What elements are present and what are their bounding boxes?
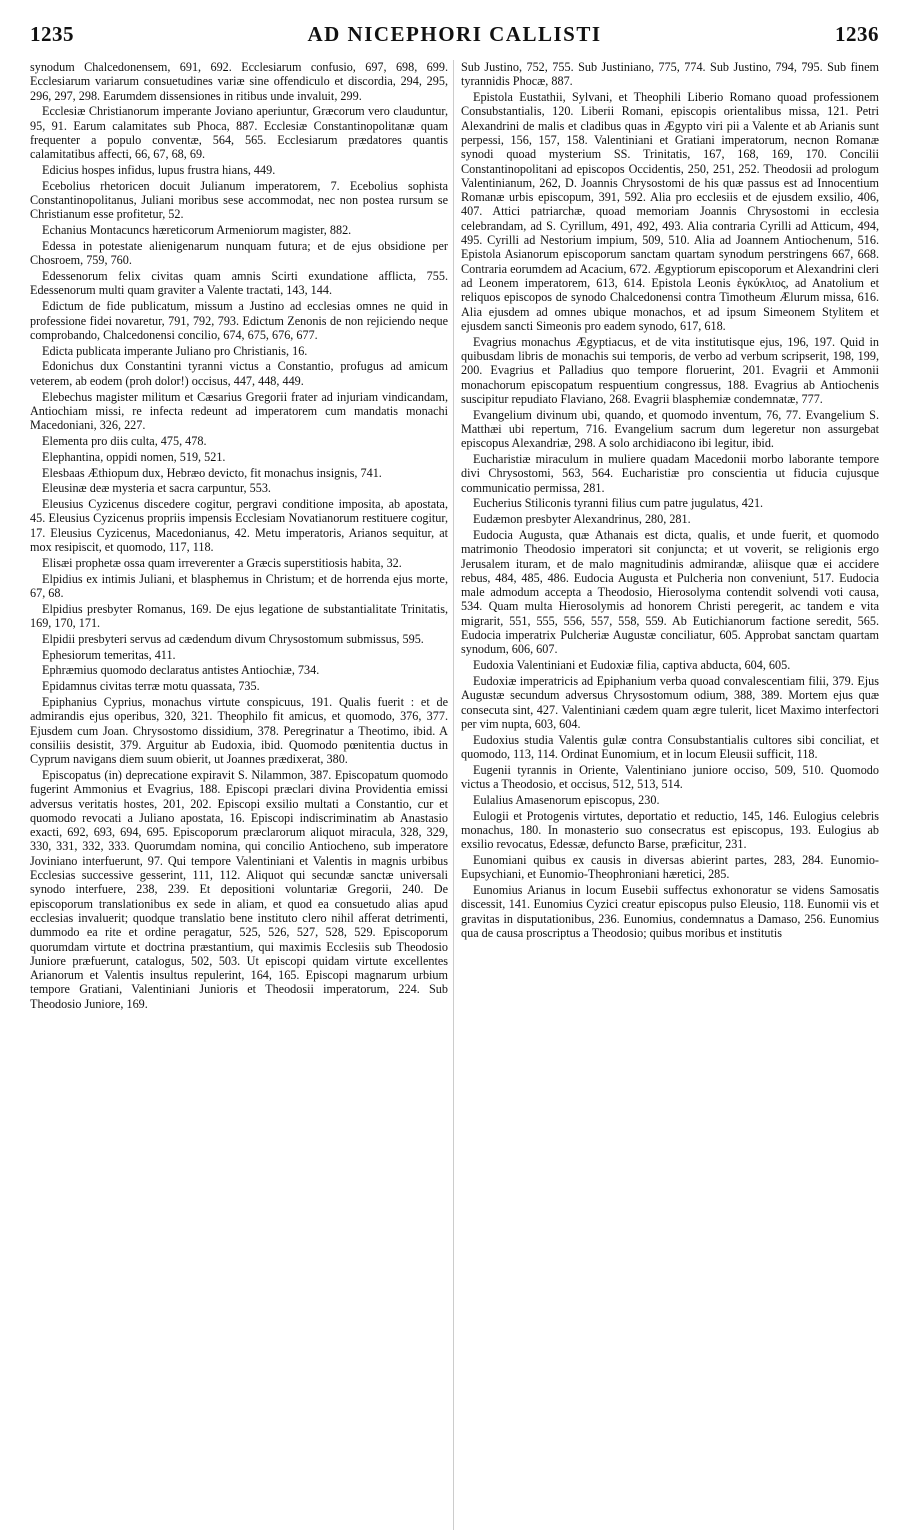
- index-entry: Edicius hospes infidus, lupus frustra hians, 449.: [42, 163, 276, 178]
- index-entry: Eleusius Cyzicenus discedere cogitur, pergravi conditione imposita, ab apostata, 45. Eleusius Cyzicenus propriis impensis Ecclesiam Novatianorum restituere cogitur, 17. Eleusius Cyzicenus, Macedonianus, 42. Metu imperatoris, Arianos sequitur, at mox resipiscit, et quomodo, 117, 118.: [30, 497, 448, 554]
- page-number-left: 1235: [30, 22, 74, 46]
- index-entry: Eucharistiæ miraculum in muliere quadam Macedonii morbo laborante tempore divi Chrysostomi, 563, 564. Eucharistiæ pro conscientia ut fiducia cujusque communicatio permissa, 281.: [461, 452, 879, 495]
- index-entry: Edictum de fide publicatum, missum a Justino ad ecclesias omnes ne quid in professione fidei novaretur, 791, 792, 793. Edictum Zenonis de non rejiciendo neque comprobando, Chalcedonensi concilio, 674, 675, 676, 677.: [30, 299, 448, 342]
- index-entry: Epiphanius Cyprius, monachus virtute conspicuus, 191. Qualis fuerit : et de admirandis ejus operibus, 320, 321. Theophilo fit amicus, et quomodo, 376, 377. Ejusdem cum Joan. Chrysostomo dissidium, 378. Peregrinatur a Theotimo, ibid. A consiliis desistit, 379. Arguitur ab Eudoxia, ibid. Quomodo pœnitentia ductus in Cyprum navigans diem suum obierit, ut Joannes prædixerat, 380.: [30, 694, 448, 767]
- index-entry: Eudæmon presbyter Alexandrinus, 280, 281.: [473, 512, 691, 527]
- column-divider: [453, 60, 454, 1530]
- index-entry: Eleusinæ deæ mysteria et sacra carpuntur, 553.: [42, 481, 271, 496]
- index-entry: Eulogii et Protogenis virtutes, deportatio et reductio, 145, 146. Eulogius celebris monachus, 180. In monasterio suo consecratus est episcopus, 193. Eulogius ab exsilio revocatus, Edessæ, defuncto Barse, præficitur, 231.: [461, 808, 879, 852]
- index-entry: Epistola Eustathii, Sylvani, et Theophili Liberio Romano quoad professionem Consubstantialis, 120. Liberii Romani, episcopis orientalibus missa, 121. Petri Alexandrini de malis et cladibus quas in Ægypto viri pii a Valente et ab Arianis sunt perpessi, 156, 157, 158. Valentiniani et Gratiani imperatorum, necnon Romanæ synodi quoad mysterium SS. Trinitatis, 167, 168, 169, 170. Concilii Constantinopolitani ad episcopos Occidentis, 250, 251, 252. Theodosii ad prologum Valentinianum, 262, D. Joannis Chrysostomi de his quæ passus est ad Innocentium Romanæ urbis episcopum, 391, 592. Alia pro ecclesiis et de ejusdem exsilio, 406, 407. Attici patriarchæ, quoad memoriam Joannis Chrysostomi in ecclesia celebrandam, ad S. Cyrillum, 491, 492, 493. Alia contraria Cyrilli ad Atticum, 494, 495. Cyrilli ad Nestorium impium, 509, 510. Alia ad Joannem Antiochenum, 516. Epistola Asianorum episcoporum sanctam quartam synodum perstringens 667, 668. Contraria eorumdem ad Acacium, 672. Ægyptiorum episcoporum et Alexandrini cleri ad Leonem imperatorem, 613, 614. Epistola Leonis ἐγκύκλιος, ad Anatolium et reliquos episcopos de synodo Chalcedonensi contra Timotheum Ælurum missa, 616. Alia ejusdem ad omnes ubique monachos, et ad ipsum Simeonem Stylitem et ejusdem sancti Simeonis pro eadem synodo, 617, 618.: [461, 90, 879, 333]
- index-entry: Edessenorum felix civitas quam amnis Scirti exundatione afflicta, 755. Edessenorum multi quam graviter a Valente tractati, 143, 144.: [30, 269, 448, 298]
- index-entry: Eudoxiæ imperatricis ad Epiphanium verba quoad convalescentiam filii, 379. Ejus Augustæ secundum adversus Chrysostomum odium, 388, 389. Mortem ejus quæ consecuta sint, 427. Valentiniani cædem quam ægre tulerit, licet Maximo interfectori per vim nupta, 603, 604.: [461, 673, 879, 731]
- index-entry: Elisæi prophetæ ossa quam irreverenter a Græcis superstitiosis habita, 32.: [42, 555, 402, 570]
- index-entry: Eudocia Augusta, quæ Athanais est dicta, qualis, et unde fuerit, et quomodo matrimonio Theodosio imperatori sit conjuncta; et ut voverit, se religionis ergo Jerusalem ituram, et de malo magnitudinis admirandæ, aliisque quæ ei accidere rebus, 484, 485, 486. Eudocia Augusta et Pulcheria non conveniunt, 517. Eudocia male admodum accepta a Theodosio, Hierosolyma contendit solvendi voti causa, 534. Quam multa Hierosolymis ad honorem Christi peregerit, ac tandem e vita migrarit, 551, 555, 556, 557, 558, 559. Ab Eutichianorum factione seredit, 565. Eudocia imperatrix Pulcheriæ Augustæ conciliatur, 605. Approbat sanctam quartam synodum, 606, 607.: [461, 528, 879, 657]
- page-number-right: 1236: [835, 22, 879, 46]
- index-entry: Edonichus dux Constantini tyranni victus a Constantio, profugus ad amicum veterem, ab eodem (proh dolor!) occisus, 447, 448, 449.: [30, 359, 448, 388]
- index-entry: Ephesiorum temeritas, 411.: [42, 647, 176, 662]
- index-entry: Elpidius presbyter Romanus, 169. De ejus legatione de substantialitate Trinitatis, 169, 170, 171.: [30, 601, 448, 630]
- index-entry: Eucherius Stiliconis tyranni filius cum patre jugulatus, 421.: [473, 496, 764, 511]
- index-entry: Elpidii presbyteri servus ad cædendum divum Chrysostomum submissus, 595.: [42, 631, 424, 646]
- running-title: AD NICEPHORI CALLISTI: [307, 22, 602, 46]
- page-header: [30, 22, 879, 56]
- right-column: [461, 60, 879, 1530]
- index-entry: Elephantina, oppidi nomen, 519, 521.: [42, 449, 226, 464]
- index-entry: Ecebolius rhetoricen docuit Julianum imperatorem, 7. Ecebolius sophista Constantinopolitanus, Juliani moribus sese accommodat, nec non postea rursum se Christianum esse profitetur, 52.: [30, 178, 448, 222]
- index-entry: synodum Chalcedonensem, 691, 692. Ecclesiarum confusio, 697, 698, 699. Ecclesiarum variarum consuetudines variæ sine offendiculo et discordia, 294, 295, 296, 297, 298. Earumdem dissensiones in ritibus unde invaluit, 299.: [30, 60, 448, 103]
- index-entry: Edessa in potestate alienigenarum nunquam futura; et de ejus obsidione per Chosroem, 759, 760.: [30, 239, 448, 268]
- index-entry: Sub Justino, 752, 755. Sub Justiniano, 775, 774. Sub Justino, 794, 795. Sub finem tyrannidis Phocæ, 887.: [461, 60, 879, 89]
- index-entry: Elpidius ex intimis Juliani, et blasphemus in Christum; et de horrenda ejus morte, 67, 68.: [30, 571, 448, 600]
- index-entry: Evagrius monachus Ægyptiacus, et de vita institutisque ejus, 196, 197. Quid in quibusdam libris de monachis sui temporis, de verbo ad verbum scripserit, 198, 199, 200. Evagrius et Palladius quo tempore floruerint, 201. Evagrii et Ammonii monachorum episcopatum respuentium congressus, 188. Evagrius ab Antiochenis suscipitur repudiato Flaviano, 268. Evagrii blasphemiæ condemnatæ, 777.: [461, 334, 879, 406]
- index-entry: Epidamnus civitas terræ motu quassata, 735.: [42, 679, 260, 694]
- index-entry: Elesbaas Æthiopum dux, Hebræo devicto, fit monachus insignis, 741.: [42, 465, 382, 480]
- index-entry: Ecclesiæ Christianorum imperante Joviano aperiuntur, Græcorum vero clauduntur, 95, 91. Earum calamitates sub Phoca, 887. Ecclesiæ Constantinopolitanæ quam frequenter a populo conventæ, 564, 565. Ecclesiarum prædatores quantis calamitatibus affecti, 66, 67, 68, 69.: [30, 104, 448, 162]
- index-entry: Eunomiani quibus ex causis in diversas abierint partes, 283, 284. Eunomio-Eupsychiani, et Eunomio-Theophroniani hæretici, 285.: [461, 853, 879, 882]
- index-entry: Eudoxius studia Valentis gulæ contra Consubstantialis cultores sibi conciliat, et quomodo, 113, 114. Ordinat Eunomium, et in locum Eleusii sufficit, 118.: [461, 732, 879, 761]
- left-column: [30, 60, 448, 1530]
- index-entry: Elementa pro diis culta, 475, 478.: [42, 433, 207, 448]
- index-entry: Eudoxia Valentiniani et Eudoxiæ filia, captiva abducta, 604, 605.: [473, 658, 791, 673]
- index-entry: Edicta publicata imperante Juliano pro Christianis, 16.: [42, 343, 308, 358]
- index-entry: Eulalius Amasenorum episcopus, 230.: [473, 792, 660, 807]
- index-entry: Echanius Montacuncs hæreticorum Armeniorum magister, 882.: [42, 223, 352, 238]
- index-entry: Ephræmius quomodo declaratus antistes Antiochiæ, 734.: [42, 663, 320, 678]
- index-entry: Evangelium divinum ubi, quando, et quomodo inventum, 76, 77. Evangelium S. Matthæi ubi repertum, 716. Evangelium sacrum dum legeretur non assurgebat episcopus Alexandriæ, 298. A solo archidiacono ibi legitur, ibid.: [461, 407, 879, 451]
- index-entry: Eunomius Arianus in locum Eusebii suffectus exhonoratur se videns Samosatis discessit, 141. Eunomius Cyzici creatur episcopus pulso Eleusio, 118. Eunomii vis et gravitas in disputationibus, 236. Eunomius, condemnatus a Damaso, 256. Eunomius qua de causa proscriptus a Theodosio; quibus moribus et institutis: [461, 883, 879, 941]
- index-entry: Elebechus magister militum et Cæsarius Gregorii frater ad injuriam vindicandam, Antiochiam missi, re infecta redeunt ad imperatorem cum mandatis monachi Macedoniani, 326, 227.: [30, 389, 448, 433]
- index-entry: Eugenii tyrannis in Oriente, Valentiniano juniore occiso, 509, 510. Quomodo victus a Theodosio, et occisus, 512, 513, 514.: [461, 762, 879, 792]
- index-entry: Episcopatus (in) deprecatione expiravit S. Nilammon, 387. Episcopatum quomodo fugerint Ammonius et Evagrius, 188. Episcopi præclari divina Providentia emissi adversus veritatis hostes, 201, 202. Episcopi exsilio multati a Constantio, cur et quomodo revocati a Juliano apostata, 16. Episcopi indiscriminatim ab Anastasio exacti, 692, 693, 694, 695. Episcoporum præclarorum aliquot miracula, 328, 329, 330, 331, 332, 333. Quorumdam nomina, qui concilio Antiocheno, sub imperatore Joviniano interfuerunt, 97. Qui tempore Valentiniani et Valentis in magnis urbibus Ecclesias successive gesserint, 111, 112. Aliquot qui secundæ sanctæ universali synodo interfuere, 238, 239. Et depositioni voluntariæ Gregorii, 240. De episcoporum translationibus ex sede in aliam, et quod ea consuetudo alias apud ecclesias invaluerit; quodque translatio bene instituto clero nihil afferat detrimenti, dummodo ea rite et ordine peragatur, 525, 526, 527, 528, 529. Episcoporum quorumdam virtute et doctrina præstantium, qui maximis Ecclesiis sub Theodosio Juniore præfuerunt, catalogus, 502, 503. Ut episcopi quidam virtute excellentes Arianorum et Valentis insultus repulerint, 164, 165. Episcopi magnarum urbium tempore Gratiani, Valentiniani Junioris et Theodosii imperatorum, 224. Sub Theodosio Juniore, 169.: [30, 767, 448, 1011]
